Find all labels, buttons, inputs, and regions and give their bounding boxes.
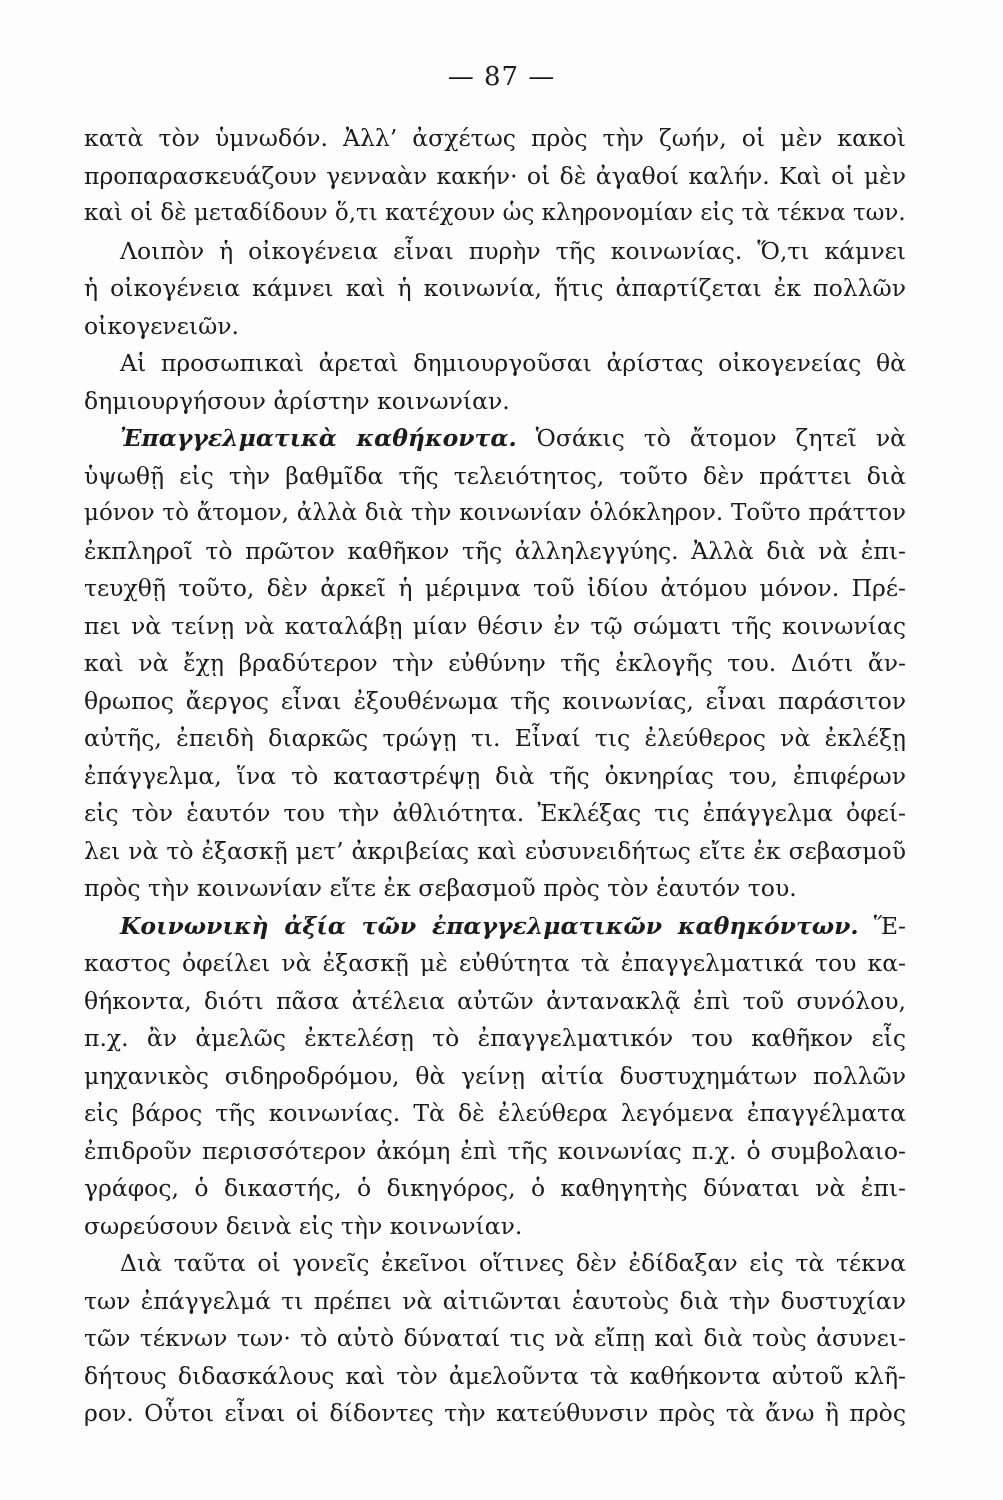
line-text: θήκοντα, διότι πᾶσα ἀτέλεια αὐτῶν ἀντανακλᾷ ἐπὶ τοῦ συνόλου, (84, 986, 906, 1015)
line-text: ἐπάγγελμα, ἵνα τὸ καταστρέψῃ διὰ τῆς ὀκνηρίας του, ἐπιφέρων (84, 761, 906, 790)
text-line (84, 1133, 906, 1171)
line-text: θρωπος ἄεργος εἶναι ἐξουθένωμα τῆς κοινωνίας, εἶναι παράσιτον (84, 686, 906, 715)
line-text: π.χ. ἂν ἀμελῶς ἐκτελέσῃ τὸ ἐπαγγελματικόν του καθῆκον εἷς (84, 1024, 906, 1052)
text-line (84, 1020, 906, 1058)
line-text: Διὰ ταῦτα οἱ γονεῖς ἐκεῖνοι οἵτινες δὲν ἐδίδαξαν εἰς τὰ τέκνα (120, 1249, 906, 1277)
text-line (84, 1358, 906, 1396)
text-line (84, 758, 906, 796)
text-line (84, 345, 906, 383)
line-text: των ἐπάγγελμά τι πρέπει νὰ αἰτιῶνται ἑαυτοὺς διὰ τὴν δυστυχίαν (84, 1286, 906, 1315)
line-text: γράφος, ὁ δικαστής, ὁ δικηγόρος, ὁ καθηγητὴς δύναται νὰ ἐπι- (84, 1174, 906, 1202)
text-line (84, 1245, 906, 1283)
text-line (84, 608, 906, 646)
text-line (84, 420, 906, 458)
page-number: — 87 — (447, 62, 556, 92)
line-text: μηχανικὸς σιδηροδρόμου, θὰ γείνῃ αἰτία δυστυχημάτων πολλῶν (84, 1061, 906, 1090)
text-line (84, 308, 906, 346)
line-text: τῶν τέκνων των· τὸ αὐτὸ δύναταί τις νὰ εἴπῃ καὶ διὰ τοὺς ἀσυνει- (84, 1324, 906, 1352)
line-text: Ὁσάκις τὸ ἄτομον ζητεῖ νὰ (516, 424, 906, 452)
line-text: ἡ οἰκογένεια κάμνει καὶ ἡ κοινωνία, ἥτις ἀπαρτίζεται ἐκ πολλῶν (84, 274, 906, 302)
line-text: καστος ὀφείλει νὰ ἐξασκῇ μὲ εὐθύτητα τὰ ἐπαγγελματικά του κα- (84, 949, 906, 977)
text-line (84, 683, 906, 721)
line-text: πρὸς τὴν κοινωνίαν εἴτε ἐκ σεβασμοῦ πρὸς τὸν ἑαυτόν του. (84, 874, 797, 902)
line-text: λει νὰ τὸ ἐξασκῇ μετ’ ἀκριβείας καὶ εὐσυνειδήτως εἴτε ἐκ σεβασμοῦ (84, 836, 906, 865)
line-text: ἐκπληροῖ τὸ πρῶτον καθῆκον τῆς ἀλληλεγγύης. Ἀλλὰ διὰ νὰ ἐπι- (84, 536, 906, 565)
text-line (84, 908, 906, 946)
line-text: τευχθῇ τοῦτο, δὲν ἀρκεῖ ἡ μέριμνα τοῦ ἰδίου ἀτόμου μόνον. Πρέ- (84, 574, 906, 602)
line-text: καὶ οἱ δὲ μεταδίδουν ὅ,τι κατέχουν ὡς κληρονομίαν εἰς τὰ τέκνα των. (84, 200, 906, 226)
text-line (84, 233, 906, 271)
text-line (84, 645, 906, 683)
text-line (84, 1058, 906, 1096)
line-text: Αἱ προσωπικαὶ ἀρεταὶ δημιουργοῦσαι ἀρίστας οἰκογενείας θὰ (120, 349, 906, 377)
text-line (84, 195, 906, 233)
text-line (84, 1283, 906, 1321)
section-heading: Ἐπαγγελματικὰ καθήκοντα. (120, 424, 517, 452)
line-text: δήτους διδασκάλους καὶ τὸν ἀμελοῦντα τὰ καθήκοντα αὐτοῦ κλῆ- (84, 1361, 906, 1390)
line-text: δημιουργήσουν ἀρίστην κοινωνίαν. (84, 386, 510, 415)
line-text: προπαρασκευάζουν γενναὰν κακήν· οἱ δὲ ἀγαθοί καλήν. Καὶ οἱ μὲν (84, 161, 906, 190)
text-line (84, 270, 906, 308)
text-line (84, 720, 906, 758)
section-heading: Κοινωνικὴ ἀξία τῶν ἐπαγγελματικῶν καθηκόντων. (120, 911, 859, 940)
line-text: ὑψωθῇ εἰς τὴν βαθμῖδα τῆς τελειότητος, τοῦτο δὲν πράττει διὰ (84, 461, 906, 490)
line-text: εἰς βάρος τῆς κοινωνίας. Τὰ δὲ ἐλεύθερα λεγόμενα ἐπαγγέλματα (84, 1099, 906, 1127)
line-text: κατὰ τὸν ὑμνωδόν. Ἀλλ’ ἀσχέτως πρὸς τὴν ζωήν, οἱ μὲν κακοὶ (84, 124, 906, 152)
body-text (84, 120, 906, 1433)
text-line (84, 533, 906, 571)
line-text: οἰκογενειῶν. (84, 311, 240, 340)
line-text: ἐπιδροῦν περισσότερον ἀκόμη ἐπὶ τῆς κοινωνίας π.χ. ὁ συμβολαιο- (84, 1136, 906, 1165)
text-line (84, 795, 906, 833)
line-text: σωρεύσουν δεινὰ εἰς τὴν κοινωνίαν. (84, 1211, 523, 1240)
line-text: πει νὰ τείνῃ νὰ καταλάβῃ μίαν θέσιν ἐν τῷ σώματι τῆς κοινωνίας (84, 611, 906, 640)
text-line (84, 383, 906, 421)
text-line (84, 1095, 906, 1133)
text-line (84, 1395, 906, 1433)
text-line (84, 870, 906, 908)
text-line (84, 1320, 906, 1358)
text-line (84, 120, 906, 158)
text-line (84, 495, 906, 533)
text-line (84, 458, 906, 496)
text-line (84, 1208, 906, 1246)
line-text: μόνον τὸ ἄτομον, ἀλλὰ διὰ τὴν κοινωνίαν ὁλόκληρον. Τοῦτο πράττον (84, 500, 906, 526)
line-text: ρον. Οὗτοι εἶναι οἱ δίδοντες τὴν κατεύθυνσιν πρὸς τὰ ἄνω ἢ πρὸς (84, 1399, 906, 1427)
line-text: Ἕ- (858, 911, 906, 940)
line-text: αὐτῆς, ἐπειδὴ διαρκῶς τρώγῃ τι. Εἶναί τις ἐλεύθερος νὰ ἐκλέξῃ (84, 724, 906, 752)
text-line (84, 833, 906, 871)
line-text: καὶ νὰ ἔχῃ βραδύτερον τὴν εὐθύνην τῆς ἐκλογῆς του. Διότι ἄν- (84, 649, 906, 677)
text-line (84, 983, 906, 1021)
line-text: εἰς τὸν ἑαυτόν του τὴν ἀθλιότητα. Ἐκλέξας τις ἐπάγγελμα ὀφεί- (84, 799, 906, 827)
line-text: Λοιπὸν ἡ οἰκογένεια εἶναι πυρὴν τῆς κοινωνίας. Ὅ,τι κάμνει (120, 236, 906, 265)
text-line (84, 570, 906, 608)
text-line (84, 1170, 906, 1208)
text-line (84, 945, 906, 983)
text-line (84, 158, 906, 196)
